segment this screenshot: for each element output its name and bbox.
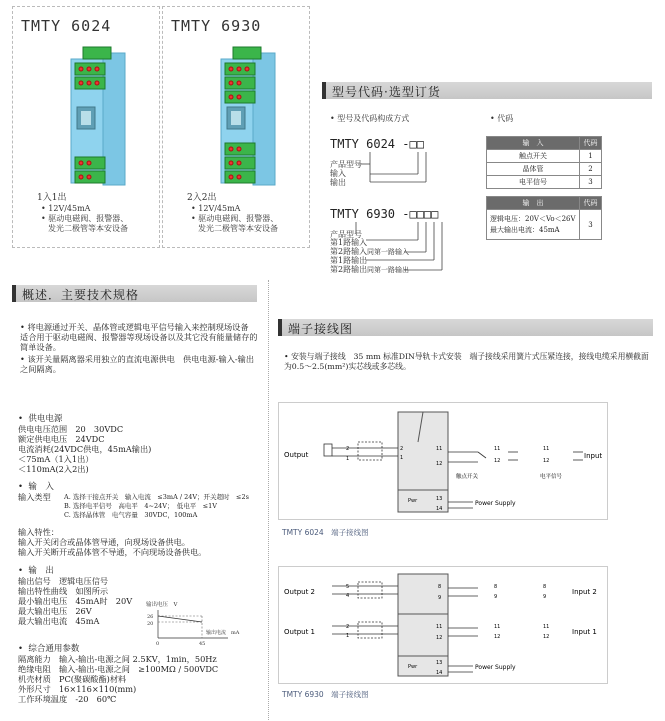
graph-ylabel: 输出电压 V: [146, 602, 178, 608]
model1-leader-lines: [330, 150, 450, 190]
overview-bullet-text: 将电源通过开关、晶体管或逻辑电平信号输入来控制现场设备 适合用于驱动电磁阀、报警器等现场设备以及其它没有能量储存的简单设备。: [20, 322, 258, 352]
spec-line: 工作环境温度 -20 60℃: [18, 694, 117, 704]
product-spec-value: 12V/45mA: [198, 204, 241, 213]
output-spec-cell: [487, 210, 580, 240]
table-row: [487, 210, 602, 240]
diagram2-input2-label: Input 2: [572, 588, 597, 596]
diagram2-caption: TMTY 6930 端子接线图: [282, 690, 369, 699]
spec-input-type-label: 输入类型: [18, 492, 51, 502]
power-supply-label: Power Supply: [475, 664, 516, 671]
spec-line: 机壳材质 PC(聚碳酸酯)材料: [18, 674, 127, 684]
product-title: TMTY 6024: [21, 17, 112, 35]
spec-output-head-text: 输 出: [28, 566, 54, 576]
module-image: [53, 45, 143, 195]
product-desc-line2: 发光二极管等本安设备: [198, 224, 278, 233]
output-code-cell: 3: [580, 210, 602, 240]
terminal-num: 2: [346, 446, 350, 452]
pwr-label: Pwr: [408, 664, 418, 670]
terminal-num: 8: [494, 584, 498, 590]
product-desc: • 驱动电磁阀、报警器、: [41, 214, 129, 223]
overview-section-title: 概述．主要技术规格: [12, 285, 257, 302]
structure-head: • 型号及代码构成方式: [330, 114, 410, 123]
model1-label-product: 产品型号: [330, 160, 362, 169]
power-supply-label: Power Supply: [475, 500, 516, 507]
module-image: [203, 45, 293, 195]
input-table-header: 输 入: [487, 137, 580, 150]
spec-line: C. 选择晶体管 电气容量 30VDC，100mA: [64, 511, 198, 519]
terminal-section-title: 端子接线图: [278, 319, 653, 336]
output-table-header: 输 出: [487, 197, 580, 210]
spec-power-head: • 供电电源: [18, 414, 63, 424]
spec-power-head-text: 供电电源: [28, 414, 63, 424]
terminal-num: 5: [346, 584, 350, 590]
overview-bullet: • 将电源通过开关、晶体管或逻辑电平信号输入来控制现场设备 适合用于驱动电磁阀、报警器等现场设备以及其它没有能量储存的简单设备。: [20, 322, 258, 352]
terminal-num: 13: [436, 660, 443, 666]
output-code-table: [486, 196, 602, 240]
terminal-num: 11: [543, 624, 550, 630]
product-spec: • 12V/45mA: [191, 204, 241, 213]
terminal-num: 14: [436, 670, 443, 676]
spec-line: 输入特性：: [18, 527, 59, 537]
table-row: [487, 150, 602, 163]
input-type-cell: 电平信号: [487, 176, 580, 189]
spec-input-head: • 输 入: [18, 482, 54, 492]
graph-ytick: 26: [147, 614, 154, 620]
spec-power-lines: [18, 424, 151, 474]
product-panel-6930: [162, 6, 310, 248]
model1-label-input: 输入: [330, 169, 346, 178]
terminal-num: 12: [436, 461, 443, 467]
spec-line: ＜110mA(2入2出): [18, 464, 89, 474]
model1-label-output: 输出: [330, 178, 346, 187]
diagram2-input1-label: Input 1: [572, 628, 597, 636]
column-divider: [268, 280, 269, 720]
terminal-num: 8: [543, 584, 547, 590]
spec-line: 输出特性曲线 如图所示: [18, 586, 109, 596]
product-spec-value: 12V/45mA: [48, 204, 91, 213]
terminal-num: 12: [436, 635, 443, 641]
product-desc-line1: 驱动电磁阀、报警器、: [198, 214, 279, 223]
code-head-text: 代码: [497, 114, 514, 123]
terminal-num: 1: [346, 456, 350, 462]
wiring-diagram-6024: [278, 402, 608, 520]
table-row: [487, 163, 602, 176]
spec-input-types: [64, 493, 249, 520]
model2-label-in2: 第2路输入: [330, 247, 368, 256]
model2-label-out1: 第1路输出: [330, 256, 368, 265]
overview-bullet-text: 该开关量隔离器采用独立的直流电源供电 供电电源-输入-输出之间隔离。: [20, 354, 255, 374]
input-code-cell: 3: [580, 176, 602, 189]
output-table-code-header: 代码: [580, 197, 602, 210]
product-caption: 1入1出: [37, 193, 67, 203]
terminal-note: • 安装与端子接线 35 mm 标准DIN导轨卡式安装 端子接线采用簧片式压紧连接，接线电缆采用横截面为0.5～2.5(mm²)实芯线或多芯线。: [284, 352, 649, 371]
table-row: [487, 176, 602, 189]
product-desc-line2: 发光二极管等本安设备: [48, 224, 128, 233]
product-desc-line1: 驱动电磁阀、报警器、: [48, 214, 129, 223]
diagram1-output-label: Output: [284, 451, 309, 459]
terminal-num: 11: [494, 624, 501, 630]
spec-line: 输入开关闭合或晶体管导通，向现场设备供电。: [18, 537, 190, 547]
output-spec-line2: 最大输出电流：45mA: [490, 225, 560, 234]
terminal-num: 12: [543, 458, 550, 464]
spec-line: 隔离能力 输入-输出-电源之间 2.5KV，1min，50Hz: [18, 654, 217, 664]
input-code-cell: 1: [580, 150, 602, 163]
graph-xlabel: 输出电流 mA: [206, 630, 240, 636]
product-desc: • 驱动电磁阀、报警器、: [191, 214, 279, 223]
structure-head-text: 型号及代码构成方式: [337, 114, 410, 123]
input-type-cell: 触点开关: [487, 150, 580, 163]
input-type-cell: 晶体管: [487, 163, 580, 176]
spec-line: 电流消耗(24VDC供电，45mA输出): [18, 444, 152, 454]
terminal-num: 11: [436, 624, 443, 630]
terminal-num: 13: [436, 496, 443, 502]
spec-line: A. 选择干接点开关 输入电流 ≤3mA / 24V；开关超时 ≤2s: [64, 493, 249, 501]
spec-general-head-text: 综合通用参数: [28, 644, 80, 654]
graph-xtick: 45: [199, 641, 206, 647]
model2-label-product: 产品型号: [330, 230, 362, 239]
terminal-num: 11: [436, 446, 443, 452]
spec-line: 输入开关断开或晶体管不导通，不向现场设备供电。: [18, 547, 207, 557]
spec-line: 最大输出电压 26V: [18, 606, 92, 616]
diagram1-input-label: Input: [584, 452, 603, 460]
terminal-num: 12: [494, 458, 501, 464]
graph-ytick: 20: [147, 621, 154, 627]
model2-code: TMTY 6930 -□□□□: [330, 207, 439, 221]
product-caption: 2入2出: [187, 193, 217, 203]
spec-input-char: [18, 527, 206, 557]
terminal-num: 9: [494, 594, 498, 600]
terminal-num: 8: [438, 584, 442, 590]
spec-line: 额定供电电压 24VDC: [18, 434, 105, 444]
input-code-table: [486, 136, 602, 189]
terminal-num: 14: [436, 506, 443, 512]
terminal-num: 9: [543, 594, 547, 600]
terminal-num: 2: [346, 624, 350, 630]
wiring-diagram-6930: [278, 566, 608, 684]
spec-line: 外形尺寸 16×116×110(mm): [18, 684, 137, 694]
spec-general-lines: [18, 654, 218, 704]
terminal-num: 11: [543, 446, 550, 452]
model1-code: TMTY 6024 -□□: [330, 137, 424, 151]
spec-input-head-text: 输 入: [28, 482, 54, 492]
terminal-num: 12: [494, 634, 501, 640]
pwr-label: Pwr: [408, 498, 418, 504]
diagram2-output1-label: Output 1: [284, 628, 315, 636]
terminal-num: 1: [400, 455, 404, 461]
terminal-note-text: 安装与端子接线 35 mm 标准DIN导轨卡式安装 端子接线采用簧片式压紧连接，接线电缆采用横截面为0.5～2.5(mm²)实芯线或多芯线。: [284, 352, 649, 371]
level-label: 电平信号: [540, 474, 563, 480]
terminal-num: 2: [400, 446, 404, 452]
code-head: • 代码: [490, 114, 514, 123]
terminal-num: 9: [438, 595, 442, 601]
spec-line: 最小输出电压 45mA时 20V: [18, 596, 133, 606]
terminal-num: 12: [543, 634, 550, 640]
spec-line: 供电电压范围 20 30VDC: [18, 424, 124, 434]
spec-line: B. 选择电平信号 高电平 4~24V； 低电平 ≤1V: [64, 502, 217, 510]
spec-line: 输出信号 逻辑电压信号: [18, 576, 109, 586]
input-table-code-header: 代码: [580, 137, 602, 150]
output-spec-line1: 逻辑电压：20V＜Vo＜26V: [490, 214, 576, 223]
diagram2-output2-label: Output 2: [284, 588, 315, 596]
graph-curve: [158, 616, 202, 622]
model2-label-in1: 第1路输入: [330, 238, 368, 247]
product-panel-6024: [12, 6, 160, 248]
terminal-num: 11: [494, 446, 501, 452]
spec-output-lines: [18, 576, 132, 626]
model2-label-out2: 第2路输出: [330, 265, 368, 274]
output-curve-graph: [138, 598, 248, 648]
terminal-num: 4: [346, 593, 350, 599]
model2-same-output: 同第一路输出: [367, 266, 409, 274]
product-spec: • 12V/45mA: [41, 204, 91, 213]
spec-line: 绝缘电阻 输入-输出-电源之间 ≥100MΩ / 500VDC: [18, 664, 219, 674]
spec-output-head: • 输 出: [18, 566, 54, 576]
input-code-cell: 2: [580, 163, 602, 176]
overview-bullet: • 该开关量隔离器采用独立的直流电源供电 供电电源-输入-输出之间隔离。: [20, 354, 255, 374]
spec-line: 最大输出电流 45mA: [18, 616, 100, 626]
product-title: TMTY 6930: [171, 17, 262, 35]
spec-general-head: • 综合通用参数: [18, 644, 80, 654]
spec-line: ＜75mA（1入1出）: [18, 454, 94, 464]
order-section-title: 型号代码·选型订货: [322, 82, 652, 99]
graph-xtick: 0: [156, 641, 160, 647]
switch-label: 触点开关: [456, 474, 479, 480]
diagram1-caption: TMTY 6024 端子接线图: [282, 528, 369, 537]
terminal-num: 1: [346, 633, 350, 639]
model2-same-input: 同第一路输入: [367, 248, 409, 256]
